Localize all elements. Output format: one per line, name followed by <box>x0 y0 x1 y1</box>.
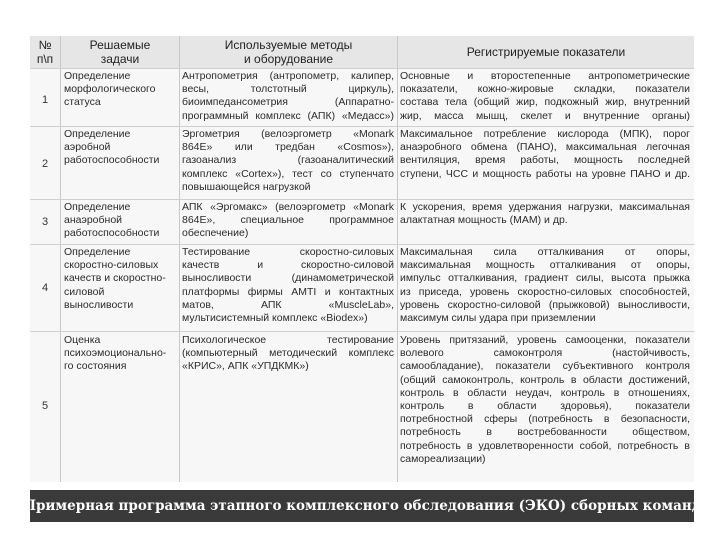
methods-line: 864E», специальное программное <box>182 214 394 227</box>
methods-line: выносливости (динамометрической <box>182 272 394 285</box>
indicators-line: К ускорения, время удержания нагрузки, максимальная <box>400 201 690 213</box>
task-line: работоспособности <box>64 154 160 167</box>
methods-line: 864E» или тредбан «Cosmos»), <box>182 141 394 154</box>
task-cell <box>64 70 176 110</box>
indicators-line: потребностной сферы (потребность в безопасности, <box>400 413 690 426</box>
indicators-line: Уровень притязаний, уровень самооценки, показатели <box>400 334 690 346</box>
methods-line: обеспечение) <box>182 227 249 240</box>
indicators-line: Максимальное потребление кислорода (МПК), порог <box>400 128 690 140</box>
header-num-line1: № <box>38 38 52 52</box>
indicators-cell <box>400 246 690 325</box>
header-tasks-line2: задачи <box>100 52 140 66</box>
indicators-line: Максимальная сила отталкивания от опоры, <box>400 246 690 258</box>
column-divider <box>397 36 398 482</box>
task-line: Определение <box>64 201 131 213</box>
task-cell <box>64 334 176 374</box>
methods-line: программный комплекс (АПК) «Медасс») <box>182 109 394 122</box>
methods-cell <box>182 334 394 374</box>
indicators-cell <box>400 201 690 227</box>
methods-line: матов, АПК «MuscleLab», <box>182 298 394 311</box>
indicators-line: самореализации) <box>400 452 486 465</box>
header-indicators <box>398 36 694 68</box>
row-divider <box>30 199 694 200</box>
task-line: качеств и скоростно- <box>64 272 166 285</box>
header-tasks <box>61 36 179 68</box>
indicators-line: ступени, ЧСС и мощность работы на уровне ПАНО и др. <box>400 167 690 180</box>
row-number: 1 <box>41 94 49 106</box>
methods-line: АПК «Эргомакс» (велоэргометр «Monark <box>182 201 394 213</box>
methods-line: мультисистемный комплекс «Biodex») <box>182 312 368 325</box>
indicators-cell <box>400 70 690 123</box>
methods-line: Психологическое тестирование <box>182 334 394 346</box>
task-line: аэробной <box>64 141 111 154</box>
program-table <box>30 36 694 482</box>
indicators-line: состава тела (общий жир, подкожный жир, внутренний <box>400 96 690 109</box>
row-divider <box>30 68 694 69</box>
row-number: 2 <box>41 158 49 170</box>
header-num-line2: п\п <box>36 52 54 66</box>
methods-line: повышающейся нагрузкой <box>182 180 311 193</box>
methods-line: комплекс «Cortex»), тест со ступенчато <box>182 167 394 180</box>
header-num <box>30 36 60 68</box>
indicators-line: жир, масса мышц, скелет и внутренние органы) <box>400 109 690 122</box>
indicators-line: максимальная мощность отталкивания от опоры, <box>400 259 690 272</box>
indicators-line: уровень скоростно-силовой (прыжковой) выносливости, <box>400 298 690 311</box>
methods-cell <box>182 201 394 241</box>
indicators-line: максимум силы удара при приземлении <box>400 312 596 325</box>
slide-caption: Примерная программа этапного комплексного обследования (ЭКО) сборных команд <box>30 490 694 522</box>
indicators-line: вентиляция, время работы, мощность последней <box>400 154 690 167</box>
task-line: выносливости <box>64 298 134 311</box>
task-line: Определение <box>64 246 131 258</box>
task-line: морфологического <box>64 83 156 96</box>
methods-cell <box>182 70 394 123</box>
methods-line: (компьютерный методический комплекс <box>182 347 394 360</box>
header-indicators-text: Регистрируемые показатели <box>466 45 626 59</box>
indicators-line: показатели, кожно-жировые складки, показатели <box>400 83 690 96</box>
methods-line: биоимпедансометрия (Аппаратно- <box>182 96 394 109</box>
header-methods-line1: Используемые методы <box>224 38 353 52</box>
methods-line: Эргометрия (велоэргометр «Monark <box>182 128 394 140</box>
header-methods <box>180 36 397 68</box>
header-methods-line2: и оборудование <box>244 52 333 66</box>
indicators-line: (общий самоконтроль, контроль в области достижений, <box>400 373 690 386</box>
row-number: 3 <box>41 216 49 228</box>
methods-cell <box>182 246 394 325</box>
methods-line: Тестирование скоростно-силовых <box>182 246 394 258</box>
task-line: силовой <box>64 285 105 298</box>
methods-line: платформы фирмы AMTI и контактных <box>182 285 394 298</box>
task-cell <box>64 201 176 241</box>
row-number: 4 <box>41 282 49 294</box>
indicators-line: контроль в области здоровья), показатели <box>400 400 690 413</box>
methods-line: газоанализ (газоаналитический <box>182 154 394 167</box>
column-divider <box>179 36 180 482</box>
row-divider <box>30 244 694 245</box>
task-line: анаэробной <box>64 214 123 227</box>
methods-line: качеств и скоростно-силовой <box>182 259 394 272</box>
row-number: 5 <box>41 400 49 412</box>
indicators-line: волевого самоконтроля (настойчивость, <box>400 347 690 360</box>
task-line: статуса <box>64 96 101 109</box>
indicators-line: потребность в удовлетворенности собой, потребность в <box>400 439 690 452</box>
task-line: скоростно-силовых <box>64 259 159 272</box>
row-divider <box>30 126 694 127</box>
task-line: работоспособности <box>64 227 160 240</box>
task-cell <box>64 246 176 312</box>
indicators-line: анаэробного обмена (ПАНО), максимальная легочная <box>400 141 690 154</box>
task-line: Оценка <box>64 334 101 346</box>
indicators-cell <box>400 334 690 466</box>
indicators-line: алактатная мощность (МАМ) и др. <box>400 214 568 227</box>
indicators-line: Основные и второстепенные антропометрические <box>400 70 690 82</box>
indicators-line: контроль в области неудач, контроль в отношениях, <box>400 386 690 399</box>
task-line: психоэмоционально- <box>64 347 167 360</box>
methods-line: «КРИС», АПК «УПДКМК») <box>182 360 309 373</box>
row-divider <box>30 331 694 332</box>
indicators-line: потребность в востребованности обществом, <box>400 426 690 439</box>
task-cell <box>64 128 176 168</box>
methods-cell <box>182 128 394 194</box>
column-divider <box>60 36 61 482</box>
task-line: Определение <box>64 128 131 140</box>
indicators-cell <box>400 128 690 181</box>
header-tasks-line1: Решаемые <box>89 38 151 52</box>
methods-line: весы, толстотный циркуль), <box>182 83 394 96</box>
methods-line: Антропометрия (антропометр, калипер, <box>182 70 394 82</box>
indicators-line: импульс отталкивания, градиент силы, высота прыжка <box>400 272 690 285</box>
task-line: Определение <box>64 70 131 82</box>
task-line: го состояния <box>64 360 127 373</box>
indicators-line: из приседа, уровень скоростно-силовых способностей, <box>400 285 690 298</box>
indicators-line: самообладание), показатели субъективного контроля <box>400 360 690 373</box>
